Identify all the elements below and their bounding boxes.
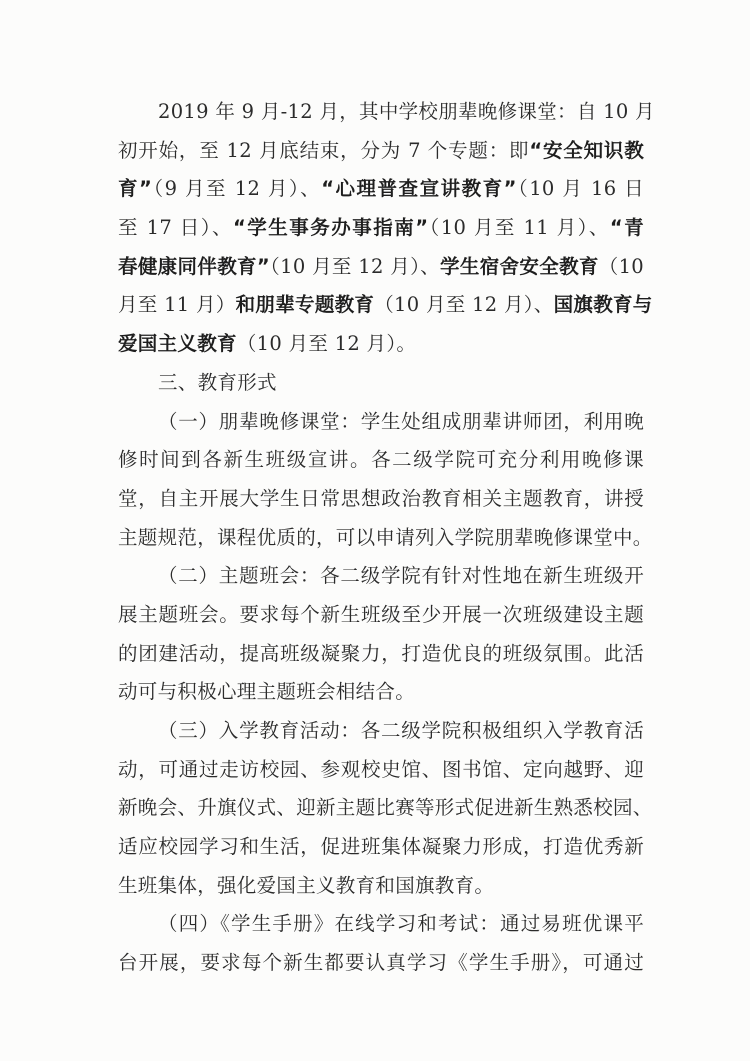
text-segment: （9 月至 12 月）、 xyxy=(152,177,322,201)
text-line: （一）朋辈晚修课堂：学生处组成朋辈讲师团，利用晚 xyxy=(158,409,644,433)
text-line xyxy=(118,248,644,287)
text-segment: 初开始，至 12 月底结束，分为 7 个专题：即 xyxy=(118,138,530,162)
bold-topic: 爱国主义教育 xyxy=(118,332,237,356)
text-segment: （10 月至 11 月）、 xyxy=(428,216,610,240)
document-body xyxy=(118,93,655,983)
text-line xyxy=(118,170,644,209)
text-line xyxy=(118,325,644,364)
text-line xyxy=(118,132,644,171)
paragraph-theme-class-meeting xyxy=(118,557,644,712)
bold-topic: 学生宿舍安全教育 xyxy=(440,254,599,278)
bold-topic: “青 xyxy=(609,216,644,240)
text-line: （二）主题班会：各二级学院有针对性地在新生班级开 xyxy=(158,564,644,588)
text-segment: （10 月 16 日 xyxy=(516,177,644,201)
text-line: 适应校园学习和生活，促进班集体凝聚力形成，打造优秀新 xyxy=(118,835,644,859)
paragraph-enrollment-activities xyxy=(118,712,653,905)
text-line: 主题规范，课程优质的，可以申请列入学院朋辈晚修课堂中。 xyxy=(118,525,653,549)
text-line: 修时间到各新生班级宣讲。各二级学院可充分利用晚修课 xyxy=(118,448,644,472)
text-segment: 至 17 日）、 xyxy=(118,216,233,240)
text-line: 动，可通过走访校园、参观校史馆、图书馆、定向越野、迎 xyxy=(118,757,644,781)
text-segment: 2019 年 9 月-12 月，其中学校朋辈晚修课堂：自 10 月 xyxy=(158,100,655,123)
text-line: 动可与积极心理主题班会相结合。 xyxy=(118,680,416,704)
bold-topic: 育” xyxy=(118,177,153,201)
text-line: 台开展，要求每个新生都要认真学习《学生手册》，可通过 xyxy=(118,951,644,975)
text-line: 的团建活动，提高班级凝聚力，打造优良的班级氛围。此活 xyxy=(118,641,644,665)
text-line: 生班集体，强化爱国主义教育和国旗教育。 xyxy=(118,873,495,897)
paragraph-peer-evening-class xyxy=(118,403,653,558)
text-segment: （10 月至 12 月）、 xyxy=(374,293,554,317)
text-line xyxy=(118,286,653,325)
bold-topic: “安全知识教 xyxy=(529,138,644,162)
text-line: （四）《学生手册》在线学习和考试：通过易班优课平 xyxy=(158,912,644,936)
text-line: 堂，自主开展大学生日常思想政治教育相关主题教育，讲授 xyxy=(118,486,644,510)
text-line: 新晚会、升旗仪式、迎新主题比赛等形式促进新生熟悉校园、 xyxy=(118,796,653,820)
text-line: （三）入学教育活动：各二级学院积极组织入学教育活 xyxy=(158,719,644,742)
text-segment: 月至 11 月） xyxy=(118,293,236,317)
paragraph-schedule xyxy=(118,93,655,364)
section-heading: 三、教育形式 xyxy=(158,370,277,394)
text-segment: （10 xyxy=(598,254,645,278)
text-line: 展主题班会。要求每个新生班级至少开展一次班级建设主题 xyxy=(118,602,644,626)
bold-topic: “心理普查宣讲教育” xyxy=(321,177,517,201)
bold-topic: 和朋辈专题教育 xyxy=(235,293,375,317)
paragraph-student-handbook xyxy=(118,905,644,982)
text-line xyxy=(118,93,655,132)
text-segment: （10 月至 12 月）、 xyxy=(270,254,441,278)
text-line xyxy=(118,209,644,248)
bold-topic: “学生事务办事指南” xyxy=(233,216,429,240)
bold-topic: 国旗教育与 xyxy=(553,293,653,317)
text-segment: （10 月至 12 月）。 xyxy=(236,332,417,356)
bold-topic: 春健康同伴教育” xyxy=(118,254,270,278)
